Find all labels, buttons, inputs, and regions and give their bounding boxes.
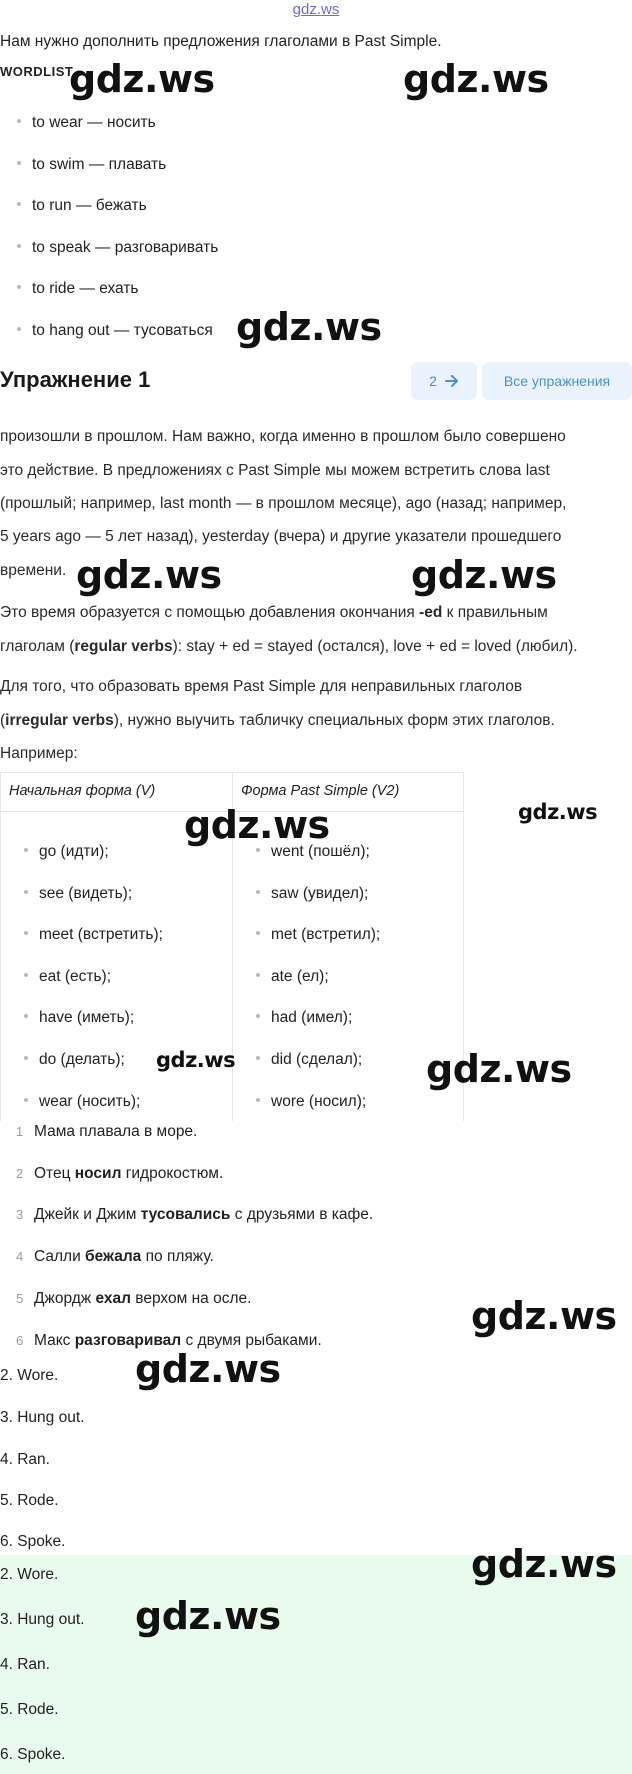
bullet-icon [24, 1098, 28, 1102]
bullet-icon [24, 890, 28, 894]
bullet-icon [24, 1014, 28, 1018]
table-cell-base: do (делать); [24, 1051, 125, 1069]
wordlist-item: to hang out — тусоваться [17, 322, 213, 340]
next-exercise-button[interactable] [411, 362, 477, 400]
table-cell-past: wore (носил); [256, 1093, 366, 1111]
sentence-item: 4 Салли бежала по пляжу. [16, 1248, 214, 1265]
table-header-base: Начальная форма (V) [9, 783, 156, 799]
watermark: gdz.ws [426, 1047, 572, 1091]
table-header-past: Форма Past Simple (V2) [241, 783, 400, 799]
sentence-item: 1 Мама плавала в море. [16, 1123, 198, 1140]
table-cell-past: ate (ел); [256, 968, 329, 986]
bullet-icon [17, 161, 21, 165]
bullet-icon [17, 202, 21, 206]
sentence-item: 2 Отец носил гидрокостюм. [16, 1165, 224, 1182]
wordlist-label: WORDLIST [0, 64, 74, 79]
sentence-item: 5 Джордж ехал верхом на осле. [16, 1290, 252, 1307]
watermark: gdz.ws [236, 305, 382, 349]
next-exercise-label: 2 [429, 373, 437, 389]
table-cell-past: met (встретил); [256, 926, 380, 944]
watermark: gdz.ws [471, 1294, 617, 1338]
bullet-icon [24, 1056, 28, 1060]
watermark: gdz.ws [135, 1594, 281, 1638]
table-cell-base: have (иметь); [24, 1009, 134, 1027]
site-link[interactable]: gdz.ws [292, 1, 340, 18]
answer-item: 4. Ran. [0, 1451, 50, 1468]
bullet-icon [256, 1098, 260, 1102]
highlighted-answer-item: 6. Spoke. [0, 1746, 66, 1763]
bullet-icon [24, 973, 28, 977]
table-cell-past: went (пошёл); [256, 843, 370, 861]
bullet-icon [256, 890, 260, 894]
table-cell-base: wear (носить); [24, 1093, 140, 1111]
bullet-icon [256, 1056, 260, 1060]
watermark: gdz.ws [184, 803, 330, 847]
theory-line: (прошлый; например, last month — в прошлом месяце), ago (назад; например, [0, 495, 567, 512]
theory-line: это действие. В предложениях с Past Simple мы можем встретить слова last [0, 462, 550, 479]
watermark: gdz.ws [471, 1542, 617, 1586]
highlighted-answer-item: 3. Hung out. [0, 1611, 85, 1628]
sentence-item: 6 Макс разговаривал с двумя рыбаками. [16, 1332, 322, 1349]
answer-highlight-box [0, 1555, 632, 1774]
bullet-icon [256, 973, 260, 977]
wordlist-item: to wear — носить [17, 114, 156, 132]
watermark: gdz.ws [518, 800, 598, 824]
wordlist-item: to ride — ехать [17, 280, 139, 298]
table-cell-base: see (видеть); [24, 885, 132, 903]
answer-item: 2. Wore. [0, 1367, 59, 1384]
watermark: gdz.ws [135, 1347, 281, 1391]
table-cell-past: did (сделал); [256, 1051, 362, 1069]
example-label: Например: [0, 745, 78, 762]
answer-item: 6. Spoke. [0, 1533, 66, 1550]
irregular-rule-line: Для того, что образовать время Past Simple для неправильных глаголов [0, 678, 523, 695]
answer-item: 5. Rode. [0, 1492, 59, 1509]
watermark: gdz.ws [76, 553, 222, 597]
wordlist-item: to speak — разговаривать [17, 239, 218, 257]
bullet-icon [24, 931, 28, 935]
bullet-icon [17, 119, 21, 123]
bullet-icon [256, 848, 260, 852]
answer-item: 3. Hung out. [0, 1409, 85, 1426]
table-cell-past: had (имел); [256, 1009, 352, 1027]
theory-line: 5 years ago — 5 лет назад), yesterday (вчера) и другие указатели прошедшего [0, 528, 562, 545]
bullet-icon [17, 285, 21, 289]
watermark: gdz.ws [411, 553, 557, 597]
exercise-title: Упражнение 1 [0, 367, 151, 392]
table-cell-base: meet (встретить); [24, 926, 163, 944]
irregular-rule-line: (irregular verbs), нужно выучить табличку специальных форм этих глаголов. [0, 712, 555, 729]
table-cell-base: eat (есть); [24, 968, 111, 986]
watermark: gdz.ws [156, 1048, 236, 1072]
all-exercises-button[interactable]: Все упражнения [482, 362, 632, 400]
bullet-icon [256, 931, 260, 935]
wordlist-item: to run — бежать [17, 197, 147, 215]
bullet-icon [17, 244, 21, 248]
sentence-item: 3 Джейк и Джим тусовались с друзьями в кафе. [16, 1206, 374, 1223]
bullet-icon [24, 848, 28, 852]
intro-text: Нам нужно дополнить предложения глаголами в Past Simple. [0, 33, 442, 50]
theory-line: времени. [0, 562, 67, 579]
ed-rule-line: глаголам (regular verbs): stay + ed = stayed (остался), love + ed = loved (любил). [0, 638, 578, 655]
table-cell-past: saw (увидел); [256, 885, 368, 903]
highlighted-answer-item: 4. Ran. [0, 1656, 50, 1673]
highlighted-answer-item: 2. Wore. [0, 1566, 59, 1583]
bullet-icon [256, 1014, 260, 1018]
ed-rule-line: Это время образуется с помощью добавления окончания -ed к правильным [0, 604, 548, 621]
bullet-icon [17, 327, 21, 331]
watermark: gdz.ws [69, 57, 215, 101]
theory-line: произошли в прошлом. Нам важно, когда именно в прошлом было совершено [0, 428, 566, 445]
arrow-right-icon [445, 375, 459, 387]
table-cell-base: go (идти); [24, 843, 109, 861]
highlighted-answer-item: 5. Rode. [0, 1701, 59, 1718]
watermark: gdz.ws [403, 57, 549, 101]
wordlist-item: to swim — плавать [17, 156, 166, 174]
